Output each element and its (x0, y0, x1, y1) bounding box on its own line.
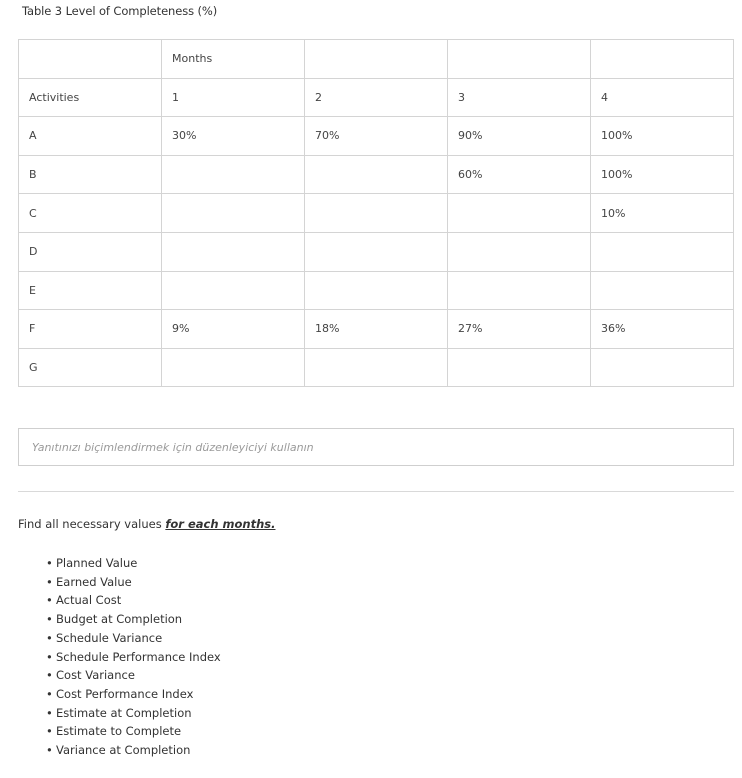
table-cell: 36% (591, 310, 734, 349)
table-cell (591, 348, 734, 387)
table-cell: 70% (305, 117, 448, 156)
table-cell: 18% (305, 310, 448, 349)
table-cell (448, 40, 591, 79)
table-cell (448, 348, 591, 387)
answer-placeholder: Yanıtınızı biçimlendirmek için düzenleyiciyi kullanın (32, 440, 314, 454)
table-cell: C (19, 194, 162, 233)
table-cell: 60% (448, 155, 591, 194)
table-cell (162, 348, 305, 387)
list-item (46, 685, 221, 704)
table-row (19, 194, 734, 233)
table-cell (162, 232, 305, 271)
bullet-icon: • (46, 593, 53, 608)
table-cell (162, 271, 305, 310)
table-cell: 2 (305, 78, 448, 117)
list-item (46, 610, 221, 629)
list-item-label: Variance at Completion (56, 743, 191, 758)
table-row (19, 310, 734, 349)
bullet-icon: • (46, 556, 53, 570)
table-cell: 1 (162, 78, 305, 117)
table-cell: 3 (448, 78, 591, 117)
table-cell: 30% (162, 117, 305, 156)
table-cell (162, 194, 305, 233)
question-prompt (18, 517, 275, 531)
list-item-label: Earned Value (56, 574, 132, 589)
table-cell: 90% (448, 117, 591, 156)
table-cell (305, 348, 448, 387)
list-item-label: Estimate at Completion (56, 705, 192, 720)
table-row (19, 117, 734, 156)
table-cell: Months (162, 40, 305, 79)
table-cell (19, 40, 162, 79)
table-cell (162, 155, 305, 194)
table-row (19, 348, 734, 387)
divider (18, 491, 734, 492)
table-cell (591, 232, 734, 271)
bullet-icon: • (46, 612, 53, 627)
table-cell: 4 (591, 78, 734, 117)
answer-editor[interactable] (18, 428, 734, 466)
list-item (46, 722, 221, 741)
list-item-label: Budget at Completion (56, 612, 183, 627)
table-cell: A (19, 117, 162, 156)
question-text: Find all necessary values (18, 517, 166, 531)
bullet-icon: • (46, 743, 53, 758)
bullet-icon: • (46, 686, 53, 701)
list-item-label: Estimate to Complete (56, 724, 182, 739)
question-emphasis: for each months. (165, 517, 276, 531)
table-cell: G (19, 348, 162, 387)
table-cell (305, 155, 448, 194)
table-row (19, 271, 734, 310)
table-cell (305, 271, 448, 310)
list-item-label: Actual Cost (56, 593, 122, 608)
table-cell: 100% (591, 155, 734, 194)
table-cell (305, 194, 448, 233)
table-cell: B (19, 155, 162, 194)
table-caption: Table 3 Level of Completeness (%) (22, 4, 218, 18)
list-item-label: Cost Variance (56, 668, 135, 683)
table-cell: F (19, 310, 162, 349)
table-row (19, 40, 734, 79)
list-item-label: Schedule Variance (56, 630, 163, 645)
table-cell: 9% (162, 310, 305, 349)
table-cell (591, 271, 734, 310)
list-item (46, 741, 221, 760)
list-item (46, 591, 221, 610)
completeness-table (18, 39, 734, 387)
bullet-icon: • (46, 724, 53, 739)
table-cell (305, 40, 448, 79)
table-cell: 27% (448, 310, 591, 349)
list-item-label: Cost Performance Index (56, 686, 194, 701)
required-values-list (46, 554, 221, 760)
list-item (46, 648, 221, 667)
table-cell (305, 232, 448, 271)
list-item-label: Schedule Performance Index (56, 649, 221, 664)
list-item (46, 629, 221, 648)
list-item (46, 573, 221, 592)
table-cell: Activities (19, 78, 162, 117)
bullet-icon: • (46, 649, 53, 664)
table-cell: 10% (591, 194, 734, 233)
table-row (19, 78, 734, 117)
list-item (46, 704, 221, 723)
table-row (19, 232, 734, 271)
table-cell: D (19, 232, 162, 271)
table-cell (591, 40, 734, 79)
bullet-icon: • (46, 705, 53, 720)
list-item-label: Planned Value (56, 556, 138, 570)
table-cell (448, 194, 591, 233)
table-cell (448, 271, 591, 310)
bullet-icon: • (46, 574, 53, 589)
list-item (46, 666, 221, 685)
bullet-icon: • (46, 630, 53, 645)
bullet-icon: • (46, 668, 53, 683)
table-row (19, 155, 734, 194)
table-cell: E (19, 271, 162, 310)
list-item (46, 554, 221, 573)
table-cell: 100% (591, 117, 734, 156)
table-cell (448, 232, 591, 271)
